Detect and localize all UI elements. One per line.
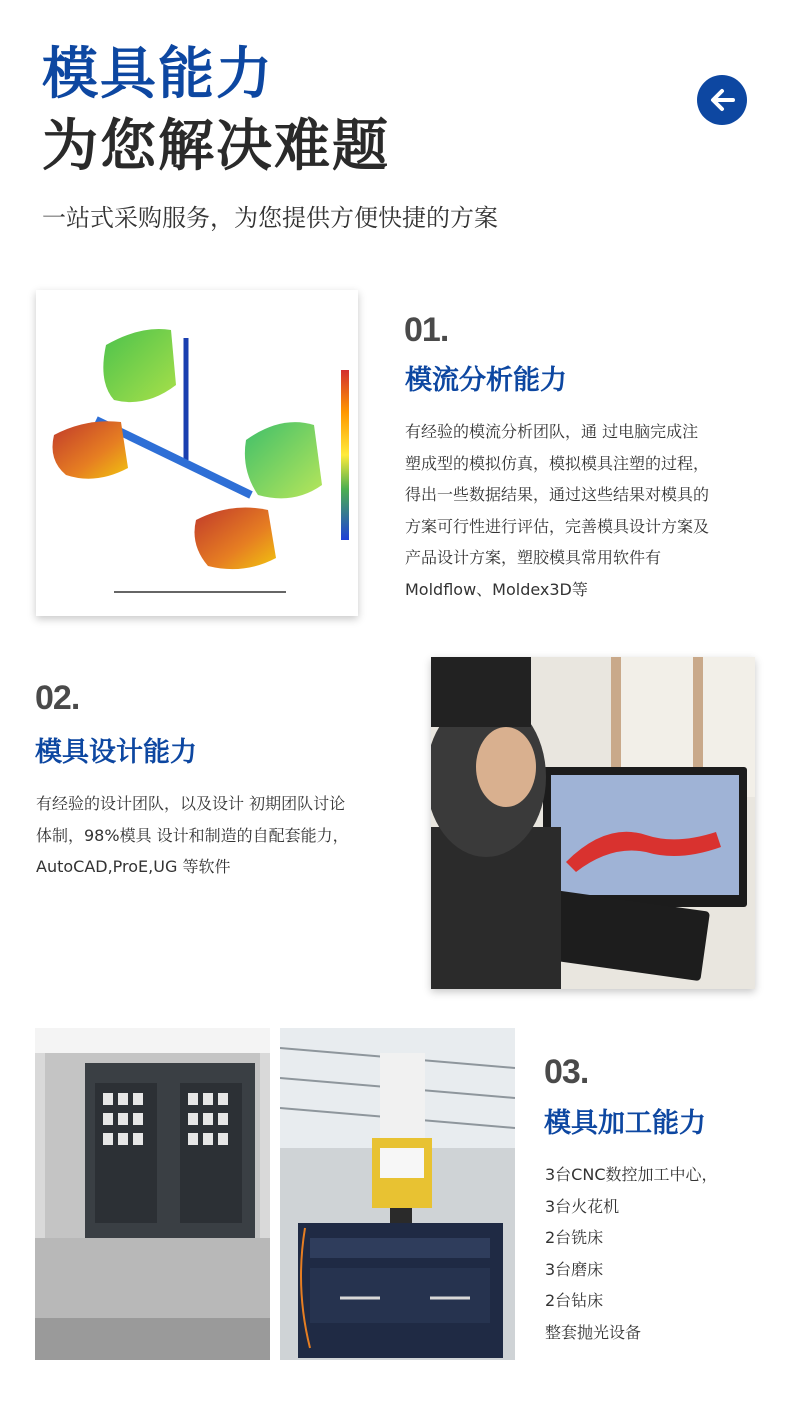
description-line: 得出一些数据结果，通过这些结果对模具的 xyxy=(405,485,710,505)
section-number: 01. xyxy=(404,311,449,349)
description-line: 3台CNC数控加工中心， xyxy=(545,1165,718,1184)
description-line: 3台磨床 xyxy=(545,1259,604,1279)
description-line: 有经验的设计团队，以及设计 初期团队讨论 xyxy=(36,794,346,813)
page-headline: 为您解决难题 xyxy=(42,114,390,179)
back-button[interactable] xyxy=(697,75,747,125)
section-description xyxy=(36,788,349,883)
edm-machine-photo xyxy=(280,1028,515,1360)
description-line: 体制，98%模具 设计和制造的自配套能力， xyxy=(36,825,349,845)
description-line: 2台铣床 xyxy=(545,1228,604,1248)
page-title: 模具能力 xyxy=(42,42,274,107)
section-description xyxy=(405,416,709,606)
description-line: 3台火花机 xyxy=(545,1196,620,1216)
section-description xyxy=(545,1159,718,1349)
cnc-machine-photo xyxy=(35,1028,270,1360)
description-line: 方案可行性进行评估，完善模具设计方案及 xyxy=(405,516,710,536)
description-line: 有经验的模流分析团队，通 过电脑完成注 xyxy=(405,422,699,441)
designer-workstation-photo xyxy=(431,657,755,989)
description-line: 产品设计方案，塑胶模具常用软件有 xyxy=(405,548,662,568)
section-number: 03. xyxy=(544,1053,589,1091)
description-line: 塑成型的模拟仿真，模拟模具注塑的过程， xyxy=(405,453,710,473)
section-title: 模流分析能力 xyxy=(405,365,567,396)
section-title: 模具设计能力 xyxy=(35,737,197,768)
arrow-left-icon xyxy=(707,85,737,115)
page-subtitle: 一站式采购服务，为您提供方便快捷的方案 xyxy=(42,204,498,232)
description-line: Moldflow、Moldex3D等 xyxy=(405,579,588,599)
section-title: 模具加工能力 xyxy=(544,1108,706,1139)
mold-flow-simulation-image xyxy=(36,290,358,616)
section-number: 02. xyxy=(35,679,80,717)
description-line: 整套抛光设备 xyxy=(545,1322,642,1342)
description-line: 2台钻床 xyxy=(545,1291,604,1311)
description-line: AutoCAD,ProE,UG 等软件 xyxy=(36,857,231,877)
